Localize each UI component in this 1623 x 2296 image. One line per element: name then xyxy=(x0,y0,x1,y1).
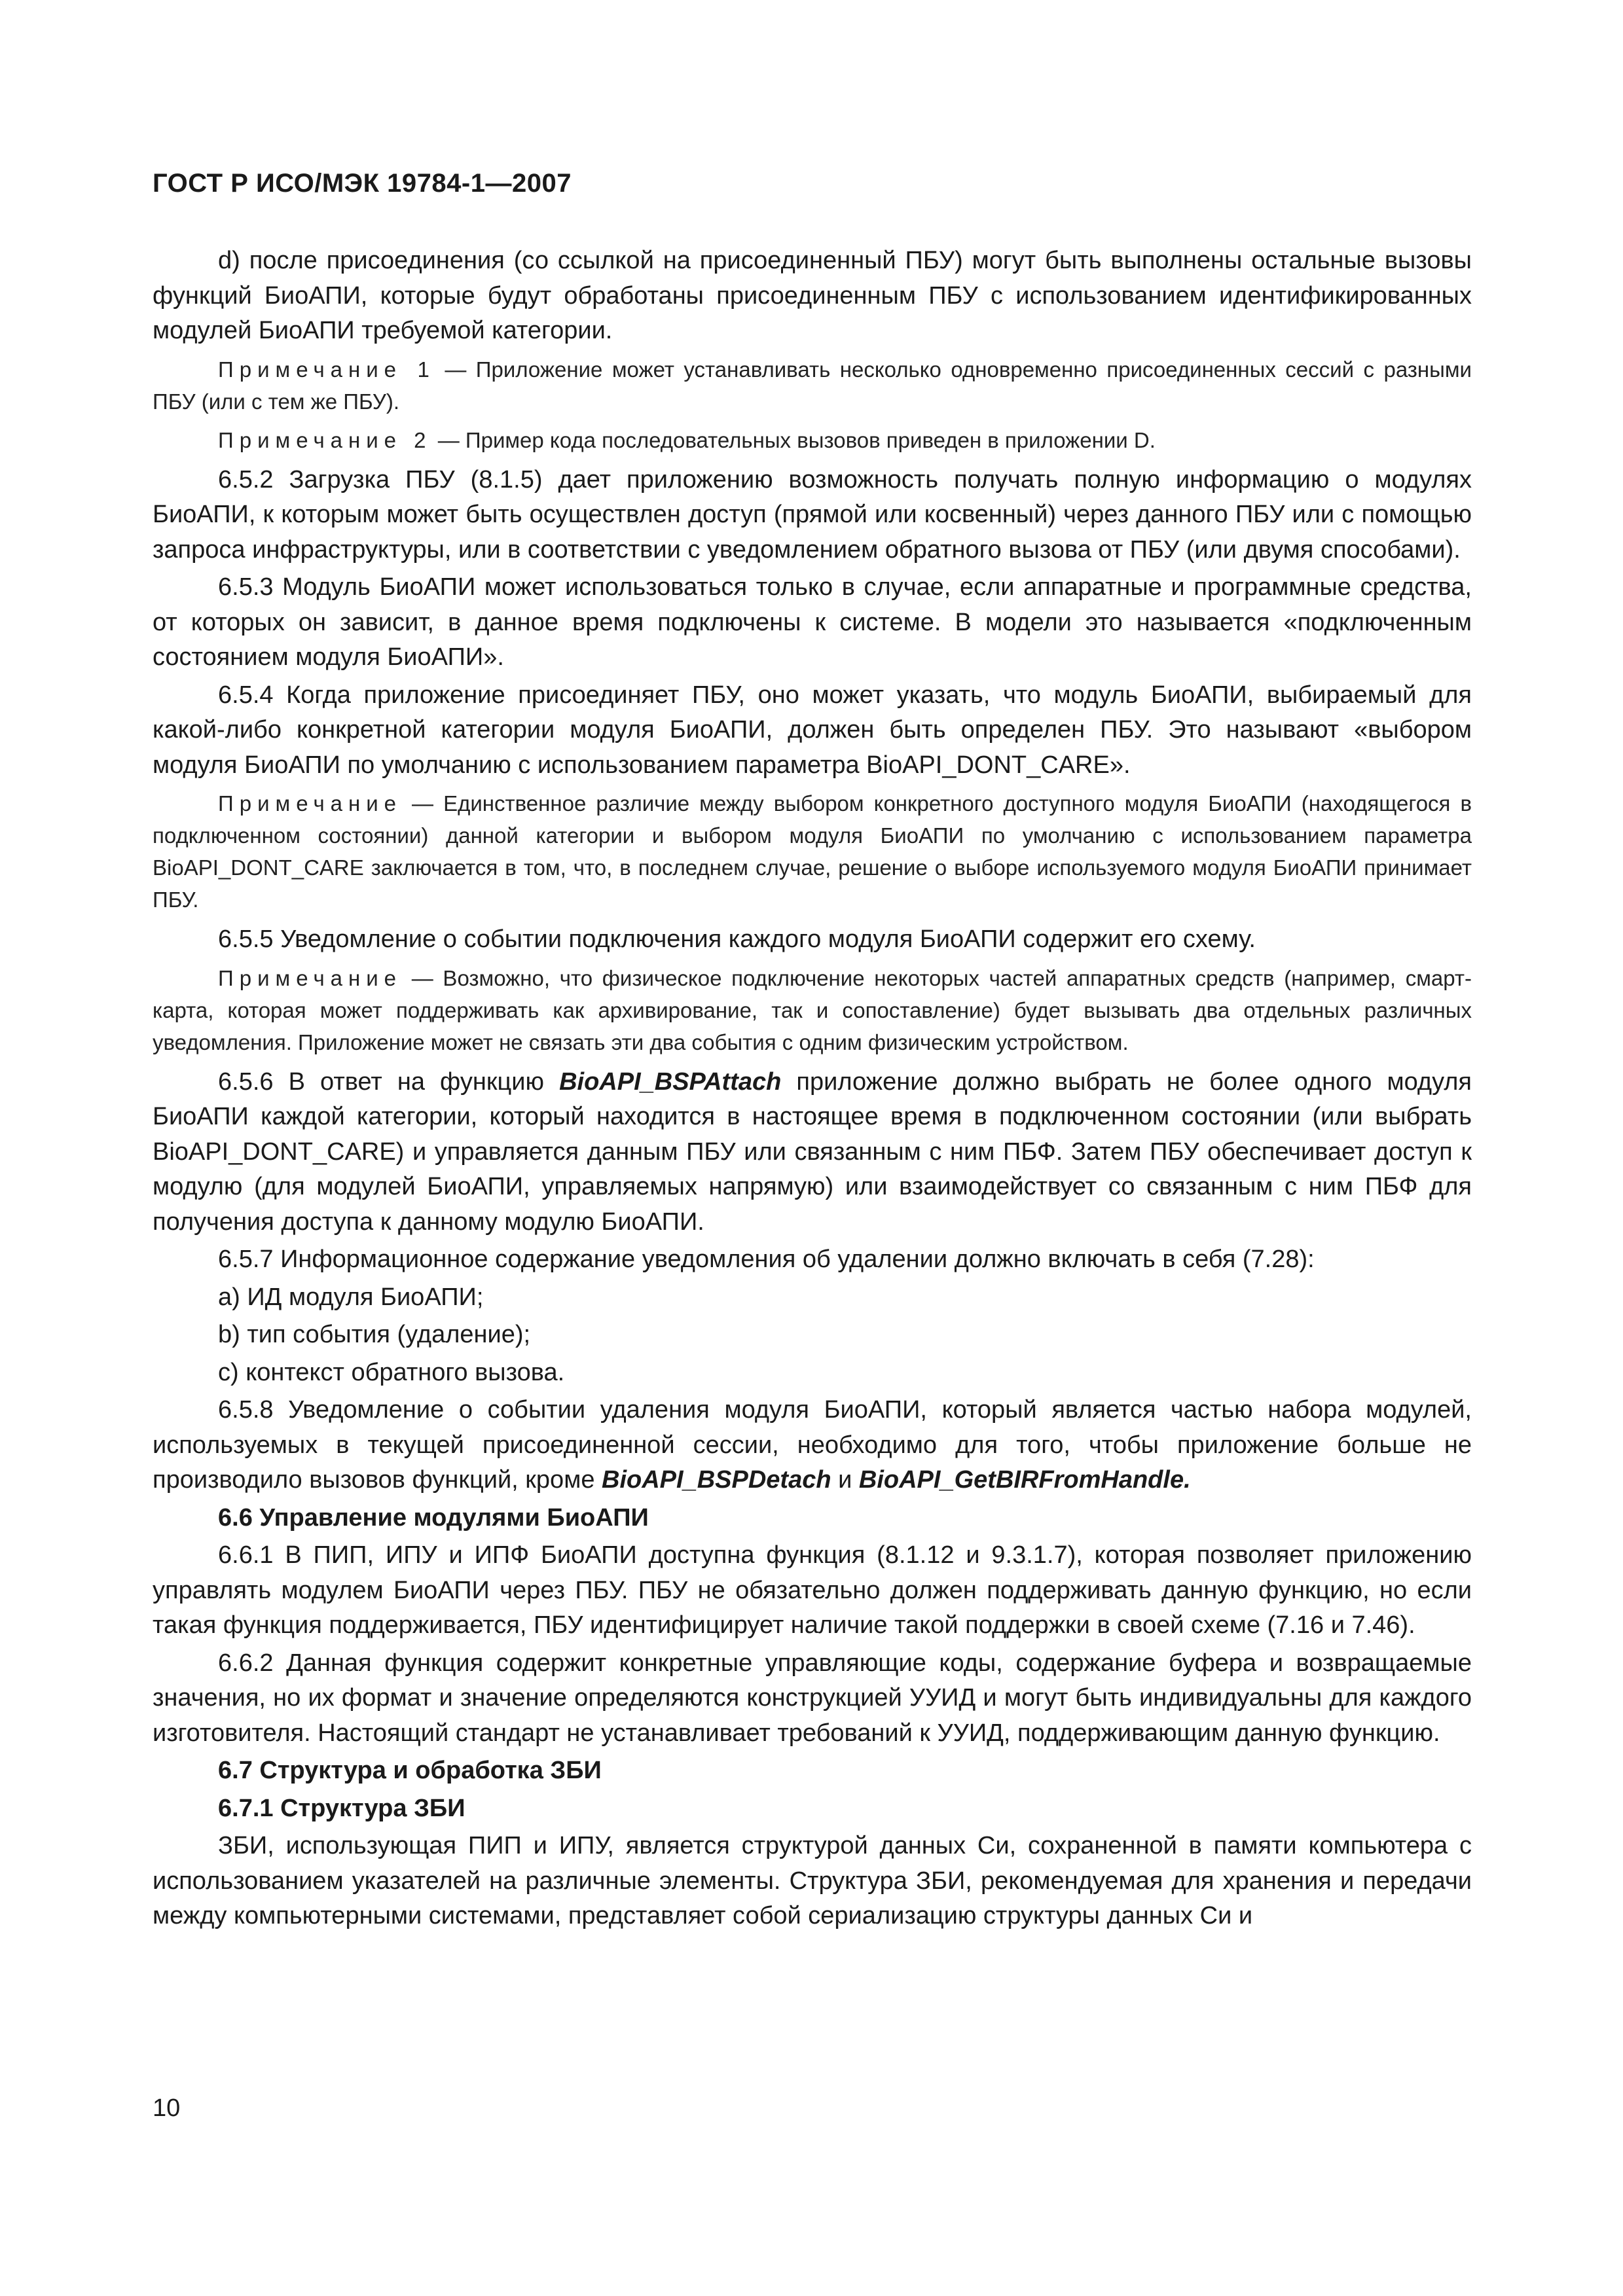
paragraph-6-6-2: 6.6.2 Данная функция содержит конкретные управляющие коды, содержание буфера и возвращаемые значения, но их формат и значение определяются конструкцией УУИД и могут быть индивидуальны для каждого изготовителя. Настоящий стандарт не устанавливает требований к УУИД, поддерживающим данную функцию. xyxy=(153,1649,1472,1747)
list-item: a) ИД модуля БиоАПИ; xyxy=(218,1283,484,1311)
note-text: — Единственное различие между выбором конкретного доступного модуля БиоАПИ (находящегося в подключенном состоянии) данной категории и выбором модуля БиоАПИ по умолчанию с использованием параметра BioAPI_DONT_CARE заключается в том, что, в последнем случае, решение о выборе используемого модуля БиоАПИ принимает ПБУ. xyxy=(153,791,1472,912)
note-label: Примечание xyxy=(218,965,403,990)
paragraph-6-5-4: 6.5.4 Когда приложение присоединяет ПБУ, оно может указать, что модуль БиоАПИ, выбираемый для какой-либо конкретной категории модуля БиоАПИ, должен быть определен ПБУ. Это называют «выбором модуля БиоАПИ по умолчанию с использованием параметра BioAPI_DONT_CARE». xyxy=(153,681,1472,779)
list-item: c) контекст обратного вызова. xyxy=(218,1358,565,1386)
note-3 xyxy=(153,787,1472,916)
note-4 xyxy=(153,962,1472,1058)
note-text: — Возможно, что физическое подключение некоторых частей аппаратных средств (например, смарт-карта, которая может поддерживать как архивирование, так и сопоставление) будет вызывать два отдельных различных уведомления. Приложение может не связать эти два события с одним физическим устройством. xyxy=(153,965,1472,1054)
list-item: b) тип события (удаление); xyxy=(218,1321,531,1348)
standard-header: ГОСТ Р ИСО/МЭК 19784-1—2007 xyxy=(153,169,572,198)
note-label: Примечание xyxy=(218,791,403,816)
document-body xyxy=(153,243,1472,1937)
paragraph-6-5-8 xyxy=(153,1393,1472,1498)
paragraph-6-5-7: 6.5.7 Информационное содержание уведомления об удалении должно включать в себя (7.28): xyxy=(218,1246,1315,1273)
text-run: и xyxy=(831,1466,859,1494)
paragraph-6-5-3: 6.5.3 Модуль БиоАПИ может использоваться только в случае, если аппаратные и программные средства, от которых он зависит, в данное время подключены к системе. В модели это называется «подключенным состоянием модуля БиоАПИ». xyxy=(153,573,1472,671)
text-run: 6.5.6 В ответ на функцию xyxy=(218,1067,560,1096)
paragraph-6-5-6 xyxy=(153,1065,1472,1240)
text-run: 6.5.8 Уведомление о событии удаления модуля БиоАПИ, который является частью набора модулей, используемых в текущей присоединенной сессии, необходимо для того, чтобы приложение больше не производило вызовов функций, кроме xyxy=(153,1396,1472,1494)
paragraph-6-7-1: ЗБИ, использующая ПИП и ИПУ, является структурой данных Си, сохраненной в памяти компьютера с использованием указателей на различные элементы. Структура ЗБИ, рекомендуемая для хранения и передачи между компьютерными системами, представляет собой сериализацию структуры данных Си и xyxy=(153,1832,1472,1929)
paragraph-6-6-1: 6.6.1 В ПИП, ИПУ и ИПФ БиоАПИ доступна функция (8.1.12 и 9.3.1.7), которая позволяет приложению управлять модулем БиоАПИ через ПБУ. ПБУ не обязательно должен поддерживать данную функцию, но если такая функция поддерживается, ПБУ идентифицирует наличие такой поддержки в своей схеме (7.16 и 7.46). xyxy=(153,1541,1472,1639)
note-label: Примечание 1 xyxy=(218,357,435,382)
function-name: BioAPI_BSPDetach xyxy=(602,1466,831,1494)
paragraph-6-5-2: 6.5.2 Загрузка ПБУ (8.1.5) дает приложению возможность получать полную информацию о модулях БиоАПИ, к которым может быть осуществлен доступ (прямой или косвенный) через данного ПБУ или с помощью запроса инфраструктуры, или в соответствии с уведомлением обратного вызова от ПБУ (или двумя способами). xyxy=(153,465,1472,564)
function-name: BioAPI_GetBIRFromHandle. xyxy=(858,1466,1191,1494)
section-heading-6-7-1: 6.7.1 Структура ЗБИ xyxy=(218,1794,465,1822)
paragraph-6-5-5: 6.5.5 Уведомление о событии подключения каждого модуля БиоАПИ содержит его схему. xyxy=(218,925,1256,953)
section-heading-6-6: 6.6 Управление модулями БиоАПИ xyxy=(218,1503,649,1532)
paragraph-d: d) после присоединения (со ссылкой на присоединенный ПБУ) могут быть выполнены остальные вызовы функций БиоАПИ, которые будут обработаны присоединенным ПБУ с использованием идентификированных модулей БиоАПИ требуемой категории. xyxy=(153,247,1472,344)
page-number: 10 xyxy=(153,2094,181,2122)
text-run: приложение должно выбрать не более одного модуля БиоАПИ каждой категории, который находится в настоящее время в подключенном состоянии (или выбрать BioAPI_DONT_CARE) и управляется данным ПБУ или связанным с ним ПБФ. Затем ПБУ обеспечивает доступ к модулю (для модулей БиоАПИ, управляемых напрямую) или взаимодействует со связанным с ним ПБФ для получения доступа к данному модулю БиоАПИ. xyxy=(153,1067,1472,1236)
section-heading-6-7: 6.7 Структура и обработка ЗБИ xyxy=(218,1757,602,1784)
note-text: — Приложение может устанавливать несколько одновременно присоединенных сессий с разными ПБУ (или с тем же ПБУ). xyxy=(153,357,1472,414)
note-text: — Пример кода последовательных вызовов приведен в приложении D. xyxy=(431,427,1156,452)
note-1 xyxy=(153,353,1472,418)
function-name: BioAPI_BSPAttach xyxy=(559,1067,782,1096)
note-label: Примечание 2 xyxy=(218,427,432,452)
note-2 xyxy=(153,424,1472,456)
